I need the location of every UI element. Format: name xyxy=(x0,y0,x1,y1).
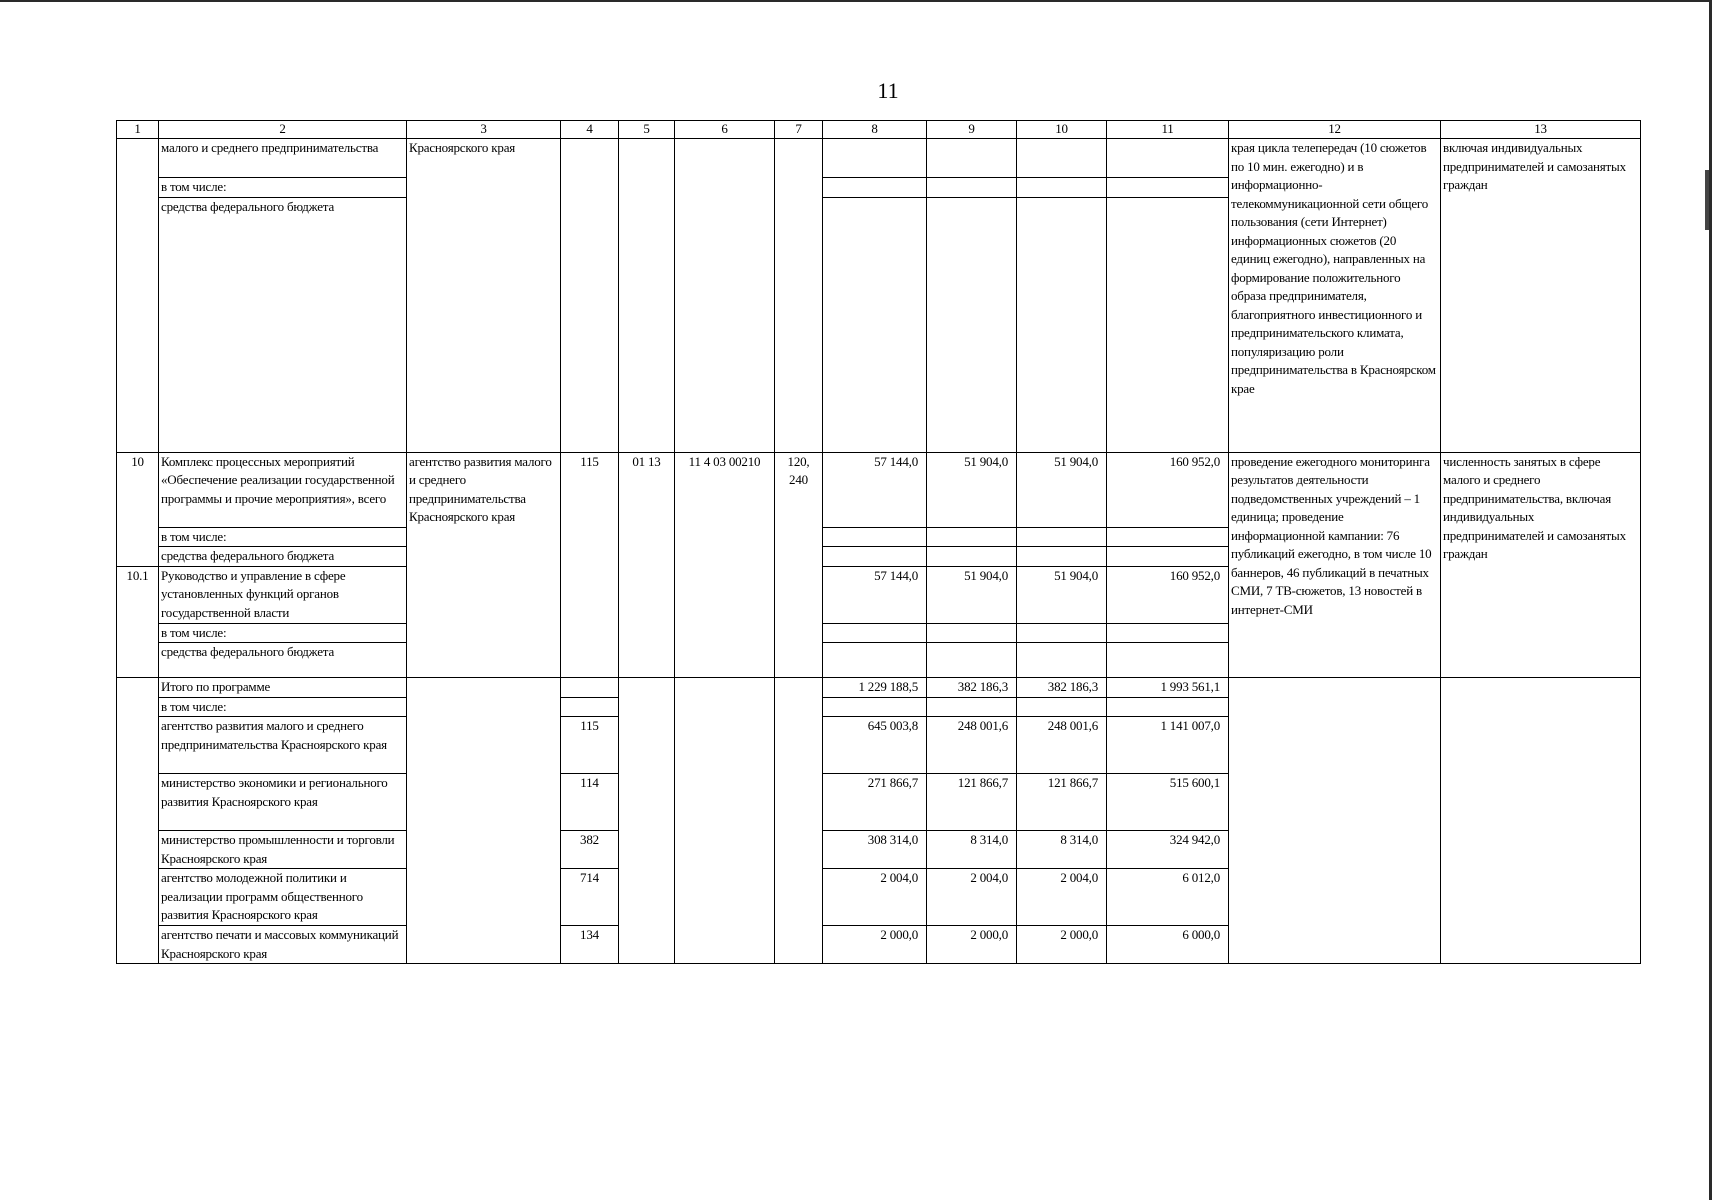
value-cell: 121 866,7 xyxy=(927,774,1017,831)
value-cell: 6 012,0 xyxy=(1107,869,1229,926)
incl-label: в том числе: xyxy=(159,178,407,198)
indicator-cell: включая индивидуальных предпринимателей и самозанятых граждан xyxy=(1441,139,1641,453)
header-cell: 2 xyxy=(159,121,407,139)
scan-edge-top xyxy=(0,0,1712,2)
value-cell: 2 000,0 xyxy=(1017,926,1107,964)
header-cell: 11 xyxy=(1107,121,1229,139)
indicator-cell: численность занятых в сфере малого и среднего предпринимательства, включая индивидуальных предпринимателей и самозанятых граждан xyxy=(1441,452,1641,678)
header-cell: 1 xyxy=(117,121,159,139)
page-number: 11 xyxy=(877,78,899,103)
grbs-cell: 134 xyxy=(561,926,619,964)
value-cell: 160 952,0 xyxy=(1107,452,1229,527)
incl-label: в том числе: xyxy=(159,623,407,643)
agency-name: агентство молодежной политики и реализации программ общественного развития Красноярского края xyxy=(159,869,407,926)
row-number: 10.1 xyxy=(117,566,159,678)
value-cell: 382 186,3 xyxy=(1017,678,1107,698)
value-cell: 51 904,0 xyxy=(1017,566,1107,623)
value-cell: 248 001,6 xyxy=(927,717,1017,774)
admin-cell: Красноярского края xyxy=(407,139,561,453)
fed-label: средства федерального бюджета xyxy=(159,197,407,452)
agency-name: министерство промышленности и торговли Красноярского края xyxy=(159,831,407,869)
grbs-cell: 115 xyxy=(561,452,619,678)
header-cell: 13 xyxy=(1441,121,1641,139)
header-cell: 12 xyxy=(1229,121,1441,139)
value-cell: 1 229 188,5 xyxy=(823,678,927,698)
vr-cell: 120, 240 xyxy=(775,452,823,678)
grbs-cell: 382 xyxy=(561,831,619,869)
value-cell: 248 001,6 xyxy=(1017,717,1107,774)
value-cell: 2 004,0 xyxy=(927,869,1017,926)
value-cell: 57 144,0 xyxy=(823,452,927,527)
value-cell: 121 866,7 xyxy=(1017,774,1107,831)
value-cell: 515 600,1 xyxy=(1107,774,1229,831)
value-cell: 51 904,0 xyxy=(927,566,1017,623)
value-cell: 2 004,0 xyxy=(1017,869,1107,926)
header-row xyxy=(117,121,1641,139)
fed-label: средства федерального бюджета xyxy=(159,643,407,678)
value-cell: 1 141 007,0 xyxy=(1107,717,1229,774)
header-cell: 9 xyxy=(927,121,1017,139)
rzpr-cell: 01 13 xyxy=(619,452,675,678)
grbs-cell: 714 xyxy=(561,869,619,926)
csr-cell: 11 4 03 00210 xyxy=(675,452,775,678)
value-cell: 645 003,8 xyxy=(823,717,927,774)
agency-name: агентство печати и массовых коммуникаций Красноярского края xyxy=(159,926,407,964)
value-cell: 308 314,0 xyxy=(823,831,927,869)
header-cell: 10 xyxy=(1017,121,1107,139)
value-cell: 8 314,0 xyxy=(1017,831,1107,869)
value-cell: 160 952,0 xyxy=(1107,566,1229,623)
value-cell: 2 000,0 xyxy=(823,926,927,964)
value-cell: 57 144,0 xyxy=(823,566,927,623)
admin-cell: агентство развития малого и среднего предпринимательства Красноярского края xyxy=(407,452,561,678)
header-cell: 7 xyxy=(775,121,823,139)
value-cell: 1 993 561,1 xyxy=(1107,678,1229,698)
value-cell: 51 904,0 xyxy=(1017,452,1107,527)
value-cell: 324 942,0 xyxy=(1107,831,1229,869)
value-cell: 51 904,0 xyxy=(927,452,1017,527)
value-cell: 2 004,0 xyxy=(823,869,927,926)
header-cell: 6 xyxy=(675,121,775,139)
result-cell: проведение ежегодного мониторинга результатов деятельности подведомственных учреждений – 1 единица; проведение информационной кампании: 76 публикаций ежегодно, в том числе 10 баннеров, 46 публикаций в печатных СМИ, 7 ТВ-сюжетов, 13 новостей в интернет-СМИ xyxy=(1229,452,1441,678)
budget-table xyxy=(116,120,1641,964)
scan-mark xyxy=(1705,170,1709,230)
fed-label: средства федерального бюджета xyxy=(159,547,407,567)
table-row xyxy=(117,139,1641,178)
agency-name: агентство развития малого и среднего предпринимательства Красноярского края xyxy=(159,717,407,774)
value-cell: 6 000,0 xyxy=(1107,926,1229,964)
header-cell: 5 xyxy=(619,121,675,139)
grbs-cell: 114 xyxy=(561,774,619,831)
event-name: Комплекс процессных мероприятий «Обеспечение реализации государственной программы и прочие мероприятия», всего xyxy=(159,452,407,527)
table-row xyxy=(117,452,1641,527)
value-cell: 2 000,0 xyxy=(927,926,1017,964)
total-row xyxy=(117,678,1641,698)
value-cell: 8 314,0 xyxy=(927,831,1017,869)
result-cell: края цикла телепередач (10 сюжетов по 10 мин. ежегодно) и в информационно-телекоммуникационной сети общего пользования (сети Интернет) информационных сюжетов (20 единиц ежегодно), направленных на формирование положительного образа предпринимателя, благоприятного инвестиционного и предпринимательского климата, популяризацию роли предпринимательства в Красноярском крае xyxy=(1229,139,1441,453)
incl-label: в том числе: xyxy=(159,697,407,717)
header-cell: 4 xyxy=(561,121,619,139)
value-cell: 271 866,7 xyxy=(823,774,927,831)
row-number: 10 xyxy=(117,452,159,566)
header-cell: 3 xyxy=(407,121,561,139)
agency-name: министерство экономики и регионального развития Красноярского края xyxy=(159,774,407,831)
header-cell: 8 xyxy=(823,121,927,139)
event-name: малого и среднего предпринимательства xyxy=(159,139,407,178)
incl-label: в том числе: xyxy=(159,527,407,547)
total-label: Итого по программе xyxy=(159,678,407,698)
grbs-cell: 115 xyxy=(561,717,619,774)
event-name: Руководство и управление в сфере установленных функций органов государственной власти xyxy=(159,566,407,623)
value-cell: 382 186,3 xyxy=(927,678,1017,698)
